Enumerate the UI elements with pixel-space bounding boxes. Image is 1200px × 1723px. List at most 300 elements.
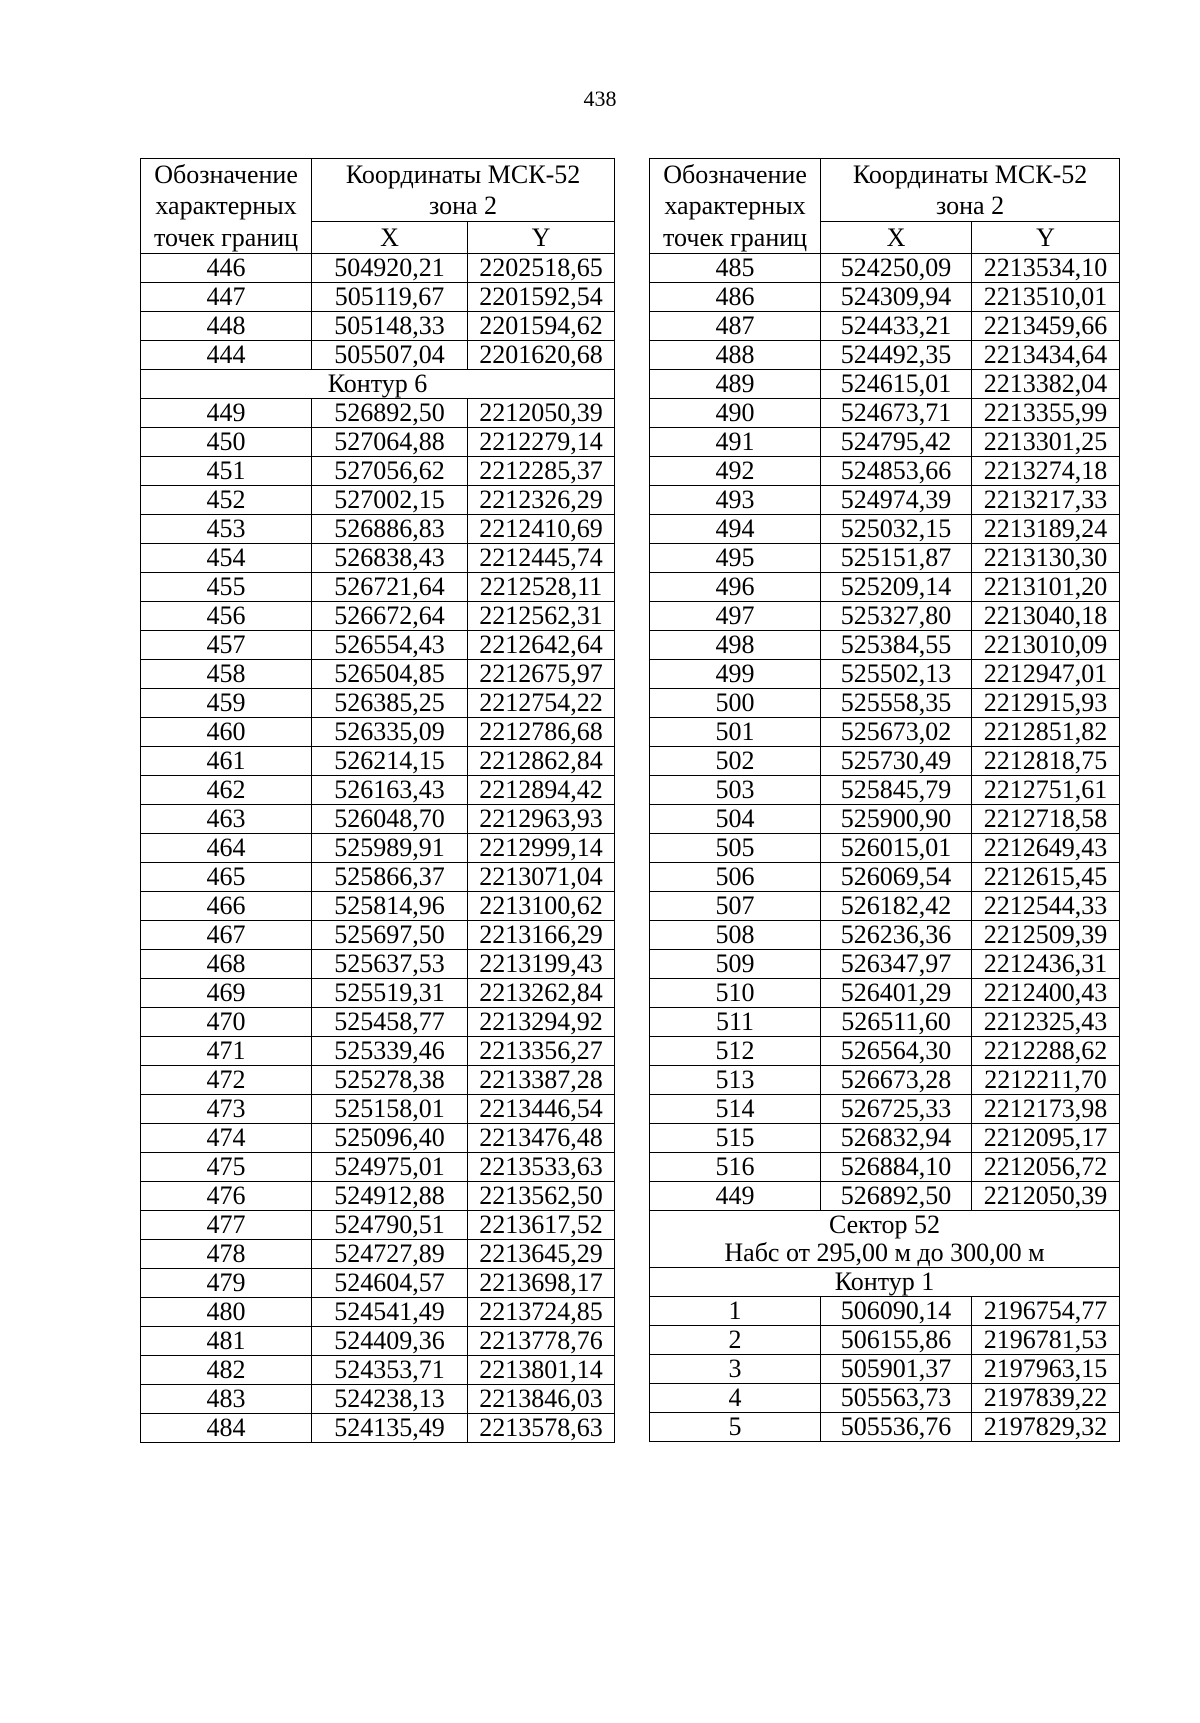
point-cell: 477 [141,1211,312,1240]
table-row [650,573,1120,602]
y-cell: 2213533,63 [468,1153,615,1182]
designation-header [650,159,821,191]
y-cell: 2213434,64 [972,341,1120,370]
point-cell: 504 [650,805,821,834]
y-cell: 2212326,29 [468,486,615,515]
point-cell: 5 [650,1413,821,1442]
designation-header-cont [141,222,312,254]
point-cell: 461 [141,747,312,776]
y-cell: 2212675,97 [468,660,615,689]
designation-header-line: точек границ [154,222,299,252]
table-row [141,834,615,863]
point-cell: 453 [141,515,312,544]
y-cell: 2213510,01 [972,283,1120,312]
y-cell: 2212894,42 [468,776,615,805]
x-cell: 524673,71 [821,399,972,428]
point-cell: 471 [141,1037,312,1066]
y-cell: 2212173,98 [972,1095,1120,1124]
designation-header-line: характерных [664,191,806,221]
point-cell: 444 [141,341,312,370]
table-row [650,486,1120,515]
point-cell: 508 [650,921,821,950]
x-cell: 505507,04 [312,341,468,370]
x-cell: 526892,50 [821,1182,972,1211]
x-cell: 524912,88 [312,1182,468,1211]
point-cell: 468 [141,950,312,979]
y-cell: 2212528,11 [468,573,615,602]
y-cell: 2213130,30 [972,544,1120,573]
point-cell: 497 [650,602,821,631]
y-cell: 2213040,18 [972,602,1120,631]
table-row [141,1211,615,1240]
table-row [650,370,1120,399]
point-cell: 512 [650,1037,821,1066]
point-cell: 447 [141,283,312,312]
y-cell: 2213459,66 [972,312,1120,341]
point-cell: 511 [650,1008,821,1037]
table-row [650,515,1120,544]
point-cell: 455 [141,573,312,602]
y-cell: 2212050,39 [468,399,615,428]
y-cell: 2212211,70 [972,1066,1120,1095]
x-cell: 525558,35 [821,689,972,718]
table-row [650,631,1120,660]
y-cell: 2213189,24 [972,515,1120,544]
y-cell: 2201594,62 [468,312,615,341]
y-cell: 2213382,04 [972,370,1120,399]
x-cell: 505563,73 [821,1384,972,1413]
y-cell: 2213010,09 [972,631,1120,660]
point-cell: 467 [141,921,312,950]
y-cell: 2212445,74 [468,544,615,573]
y-cell: 2213534,10 [972,254,1120,283]
point-cell: 464 [141,834,312,863]
y-cell: 2212509,39 [972,921,1120,950]
table-row [141,312,615,341]
table-row [650,602,1120,631]
x-cell: 526401,29 [821,979,972,1008]
x-cell: 526884,10 [821,1153,972,1182]
x-cell: 524541,49 [312,1298,468,1327]
point-cell: 451 [141,457,312,486]
x-cell: 526069,54 [821,863,972,892]
y-cell: 2213301,25 [972,428,1120,457]
table-row [650,747,1120,776]
x-cell: 526163,43 [312,776,468,805]
table-row [650,1124,1120,1153]
point-cell: 474 [141,1124,312,1153]
y-cell: 2212963,93 [468,805,615,834]
x-cell: 524795,42 [821,428,972,457]
table-row [141,544,615,573]
point-cell: 483 [141,1385,312,1414]
table-row [141,1269,615,1298]
table-header [141,159,615,254]
x-cell: 525637,53 [312,950,468,979]
point-cell: 3 [650,1355,821,1384]
y-cell: 2212436,31 [972,950,1120,979]
table-row [141,776,615,805]
y-cell: 2212947,01 [972,660,1120,689]
y-cell: 2213166,29 [468,921,615,950]
x-header: X [312,222,468,254]
table-row [141,254,615,283]
x-cell: 525151,87 [821,544,972,573]
table-row [650,921,1120,950]
x-cell: 526886,83 [312,515,468,544]
table-row [650,341,1120,370]
point-cell: 472 [141,1066,312,1095]
height-range-label: Набс от 295,00 м до 300,00 м [650,1239,1120,1268]
x-cell: 527056,62 [312,457,468,486]
point-cell: 1 [650,1297,821,1326]
label-row [650,1268,1120,1297]
x-cell: 526504,85 [312,660,468,689]
x-cell: 525814,96 [312,892,468,921]
y-cell: 2213578,63 [468,1414,615,1443]
y-cell: 2213645,29 [468,1240,615,1269]
y-cell: 2212851,82 [972,718,1120,747]
x-cell: 526236,36 [821,921,972,950]
table-row [650,312,1120,341]
point-cell: 499 [650,660,821,689]
point-cell: 516 [650,1153,821,1182]
y-cell: 2213100,62 [468,892,615,921]
table-row [141,602,615,631]
table-row [650,776,1120,805]
x-cell: 526347,97 [821,950,972,979]
x-cell: 526832,94 [821,1124,972,1153]
table-row [141,1182,615,1211]
point-cell: 487 [650,312,821,341]
point-cell: 478 [141,1240,312,1269]
table-row [141,399,615,428]
x-cell: 524309,94 [821,283,972,312]
designation-header [141,159,312,191]
point-cell: 473 [141,1095,312,1124]
point-cell: 489 [650,370,821,399]
y-cell: 2213071,04 [468,863,615,892]
table-row [141,1066,615,1095]
table-row [141,631,615,660]
point-cell: 493 [650,486,821,515]
table-row [141,921,615,950]
table-row [141,341,615,370]
x-cell: 504920,21 [312,254,468,283]
designation-header-line: Обозначение [154,160,298,189]
y-cell: 2213262,84 [468,979,615,1008]
contour-label: Контур 6 [141,370,615,399]
x-cell: 526672,64 [312,602,468,631]
x-cell: 525730,49 [821,747,972,776]
table-row [141,1153,615,1182]
x-cell: 524250,09 [821,254,972,283]
point-cell: 449 [141,399,312,428]
point-cell: 505 [650,834,821,863]
y-cell: 2213778,76 [468,1327,615,1356]
table-row [650,892,1120,921]
coords-title: Координаты МСК-52 [345,160,581,189]
point-cell: 456 [141,602,312,631]
point-cell: 462 [141,776,312,805]
table-row [141,1356,615,1385]
x-cell: 526511,60 [821,1008,972,1037]
x-cell: 526048,70 [312,805,468,834]
table-row [650,428,1120,457]
table-row [141,718,615,747]
y-cell: 2212279,14 [468,428,615,457]
point-cell: 470 [141,1008,312,1037]
y-cell: 2213355,99 [972,399,1120,428]
coordinates-table-left [140,158,615,1443]
label-row [650,1211,1120,1240]
y-cell: 2212999,14 [468,834,615,863]
x-cell: 526015,01 [821,834,972,863]
y-cell: 2202518,65 [468,254,615,283]
point-cell: 479 [141,1269,312,1298]
table-row [650,1297,1120,1326]
x-cell: 524433,21 [821,312,972,341]
table-row [141,892,615,921]
x-cell: 524409,36 [312,1327,468,1356]
table-row [650,1384,1120,1413]
table-row [650,1037,1120,1066]
y-cell: 2197839,22 [972,1384,1120,1413]
coords-header [312,159,615,191]
point-cell: 476 [141,1182,312,1211]
x-cell: 525845,79 [821,776,972,805]
y-cell: 2212095,17 [972,1124,1120,1153]
table-row [650,1413,1120,1442]
table-row [650,689,1120,718]
point-cell: 495 [650,544,821,573]
point-cell: 486 [650,283,821,312]
table-body [650,254,1120,1442]
y-cell: 2213846,03 [468,1385,615,1414]
table-row [141,950,615,979]
x-cell: 524790,51 [312,1211,468,1240]
table-row [650,283,1120,312]
x-cell: 506090,14 [821,1297,972,1326]
x-cell: 526182,42 [821,892,972,921]
table-row [141,979,615,1008]
table-row [650,950,1120,979]
x-cell: 505901,37 [821,1355,972,1384]
x-cell: 526892,50 [312,399,468,428]
table-row [650,1355,1120,1384]
point-cell: 501 [650,718,821,747]
x-cell: 526564,30 [821,1037,972,1066]
x-cell: 524615,01 [821,370,972,399]
y-cell: 2213476,48 [468,1124,615,1153]
point-cell: 481 [141,1327,312,1356]
table-body [141,254,615,1443]
x-cell: 525339,46 [312,1037,468,1066]
point-cell: 502 [650,747,821,776]
x-cell: 525697,50 [312,921,468,950]
point-cell: 448 [141,312,312,341]
table-row [650,863,1120,892]
table-row [141,1037,615,1066]
x-cell: 524975,01 [312,1153,468,1182]
y-cell: 2212562,31 [468,602,615,631]
point-cell: 4 [650,1384,821,1413]
y-cell: 2213446,54 [468,1095,615,1124]
y-cell: 2196781,53 [972,1326,1120,1355]
x-cell: 526725,33 [821,1095,972,1124]
x-cell: 525866,37 [312,863,468,892]
x-cell: 524604,57 [312,1269,468,1298]
point-cell: 484 [141,1414,312,1443]
x-cell: 525900,90 [821,805,972,834]
table-row [141,805,615,834]
point-cell: 454 [141,544,312,573]
table-row [650,1326,1120,1355]
x-cell: 524353,71 [312,1356,468,1385]
point-cell: 492 [650,457,821,486]
y-cell: 2213562,50 [468,1182,615,1211]
table-row [650,718,1120,747]
x-cell: 525502,13 [821,660,972,689]
designation-header-line: точек границ [663,222,808,252]
x-cell: 524238,13 [312,1385,468,1414]
table-row [141,457,615,486]
table-row [141,1327,615,1356]
label-row [141,370,615,399]
coords-title: Координаты МСК-52 [852,160,1088,189]
designation-header-cont [650,222,821,254]
x-cell: 524492,35 [821,341,972,370]
x-cell: 526385,25 [312,689,468,718]
x-cell: 526673,28 [821,1066,972,1095]
point-cell: 482 [141,1356,312,1385]
y-cell: 2212786,68 [468,718,615,747]
point-cell: 460 [141,718,312,747]
y-cell: 2212642,64 [468,631,615,660]
y-cell: 2212718,58 [972,805,1120,834]
x-cell: 524135,49 [312,1414,468,1443]
table-row [650,979,1120,1008]
x-cell: 526554,43 [312,631,468,660]
point-cell: 510 [650,979,821,1008]
table-header [650,159,1120,254]
table-row [650,1182,1120,1211]
point-cell: 506 [650,863,821,892]
table-row [650,457,1120,486]
y-cell: 2212050,39 [972,1182,1120,1211]
designation-header-cont [141,190,312,222]
table-row [141,283,615,312]
x-cell: 525327,80 [821,602,972,631]
table-row [141,1240,615,1269]
table-row [141,486,615,515]
point-cell: 463 [141,805,312,834]
x-cell: 526335,09 [312,718,468,747]
x-cell: 524727,89 [312,1240,468,1269]
point-cell: 509 [650,950,821,979]
point-cell: 458 [141,660,312,689]
y-cell: 2196754,77 [972,1297,1120,1326]
y-cell: 2201620,68 [468,341,615,370]
y-cell: 2213274,18 [972,457,1120,486]
table-row [141,1008,615,1037]
point-cell: 475 [141,1153,312,1182]
y-cell: 2213101,20 [972,573,1120,602]
table-row [650,1066,1120,1095]
point-cell: 496 [650,573,821,602]
zone-label: зона 2 [936,191,1005,220]
table-row [141,689,615,718]
table-row [650,1153,1120,1182]
zone-header [821,190,1120,222]
table-row [141,1124,615,1153]
y-cell: 2212649,43 [972,834,1120,863]
x-cell: 526838,43 [312,544,468,573]
y-cell: 2212754,22 [468,689,615,718]
table-row [141,428,615,457]
table-row [650,660,1120,689]
point-cell: 491 [650,428,821,457]
table-row [141,747,615,776]
x-cell: 506155,86 [821,1326,972,1355]
point-cell: 466 [141,892,312,921]
table-row [650,834,1120,863]
x-cell: 505536,76 [821,1413,972,1442]
point-cell: 490 [650,399,821,428]
x-cell: 525096,40 [312,1124,468,1153]
coordinates-table-right [649,158,1120,1442]
point-cell: 449 [650,1182,821,1211]
table-row [141,1385,615,1414]
table-row [650,399,1120,428]
y-header: Y [972,222,1120,254]
point-cell: 498 [650,631,821,660]
point-cell: 459 [141,689,312,718]
y-header: Y [468,222,615,254]
y-cell: 2212056,72 [972,1153,1120,1182]
y-cell: 2212285,37 [468,457,615,486]
table-row [141,863,615,892]
y-cell: 2212862,84 [468,747,615,776]
y-cell: 2212615,45 [972,863,1120,892]
y-cell: 2212544,33 [972,892,1120,921]
x-cell: 524974,39 [821,486,972,515]
point-cell: 480 [141,1298,312,1327]
point-cell: 450 [141,428,312,457]
y-cell: 2212818,75 [972,747,1120,776]
contour-label: Контур 1 [650,1268,1120,1297]
x-cell: 525209,14 [821,573,972,602]
y-cell: 2212288,62 [972,1037,1120,1066]
y-cell: 2201592,54 [468,283,615,312]
x-cell: 526214,15 [312,747,468,776]
table-row [141,660,615,689]
point-cell: 452 [141,486,312,515]
table-row [141,515,615,544]
point-cell: 485 [650,254,821,283]
x-cell: 525673,02 [821,718,972,747]
table-row [650,254,1120,283]
table-row [141,1298,615,1327]
designation-header-line: характерных [155,191,297,221]
designation-header-cont [650,190,821,222]
x-cell: 525032,15 [821,515,972,544]
table-row [650,1008,1120,1037]
x-cell: 505119,67 [312,283,468,312]
table-row [650,805,1120,834]
coords-header [821,159,1120,191]
label-row [650,1239,1120,1268]
